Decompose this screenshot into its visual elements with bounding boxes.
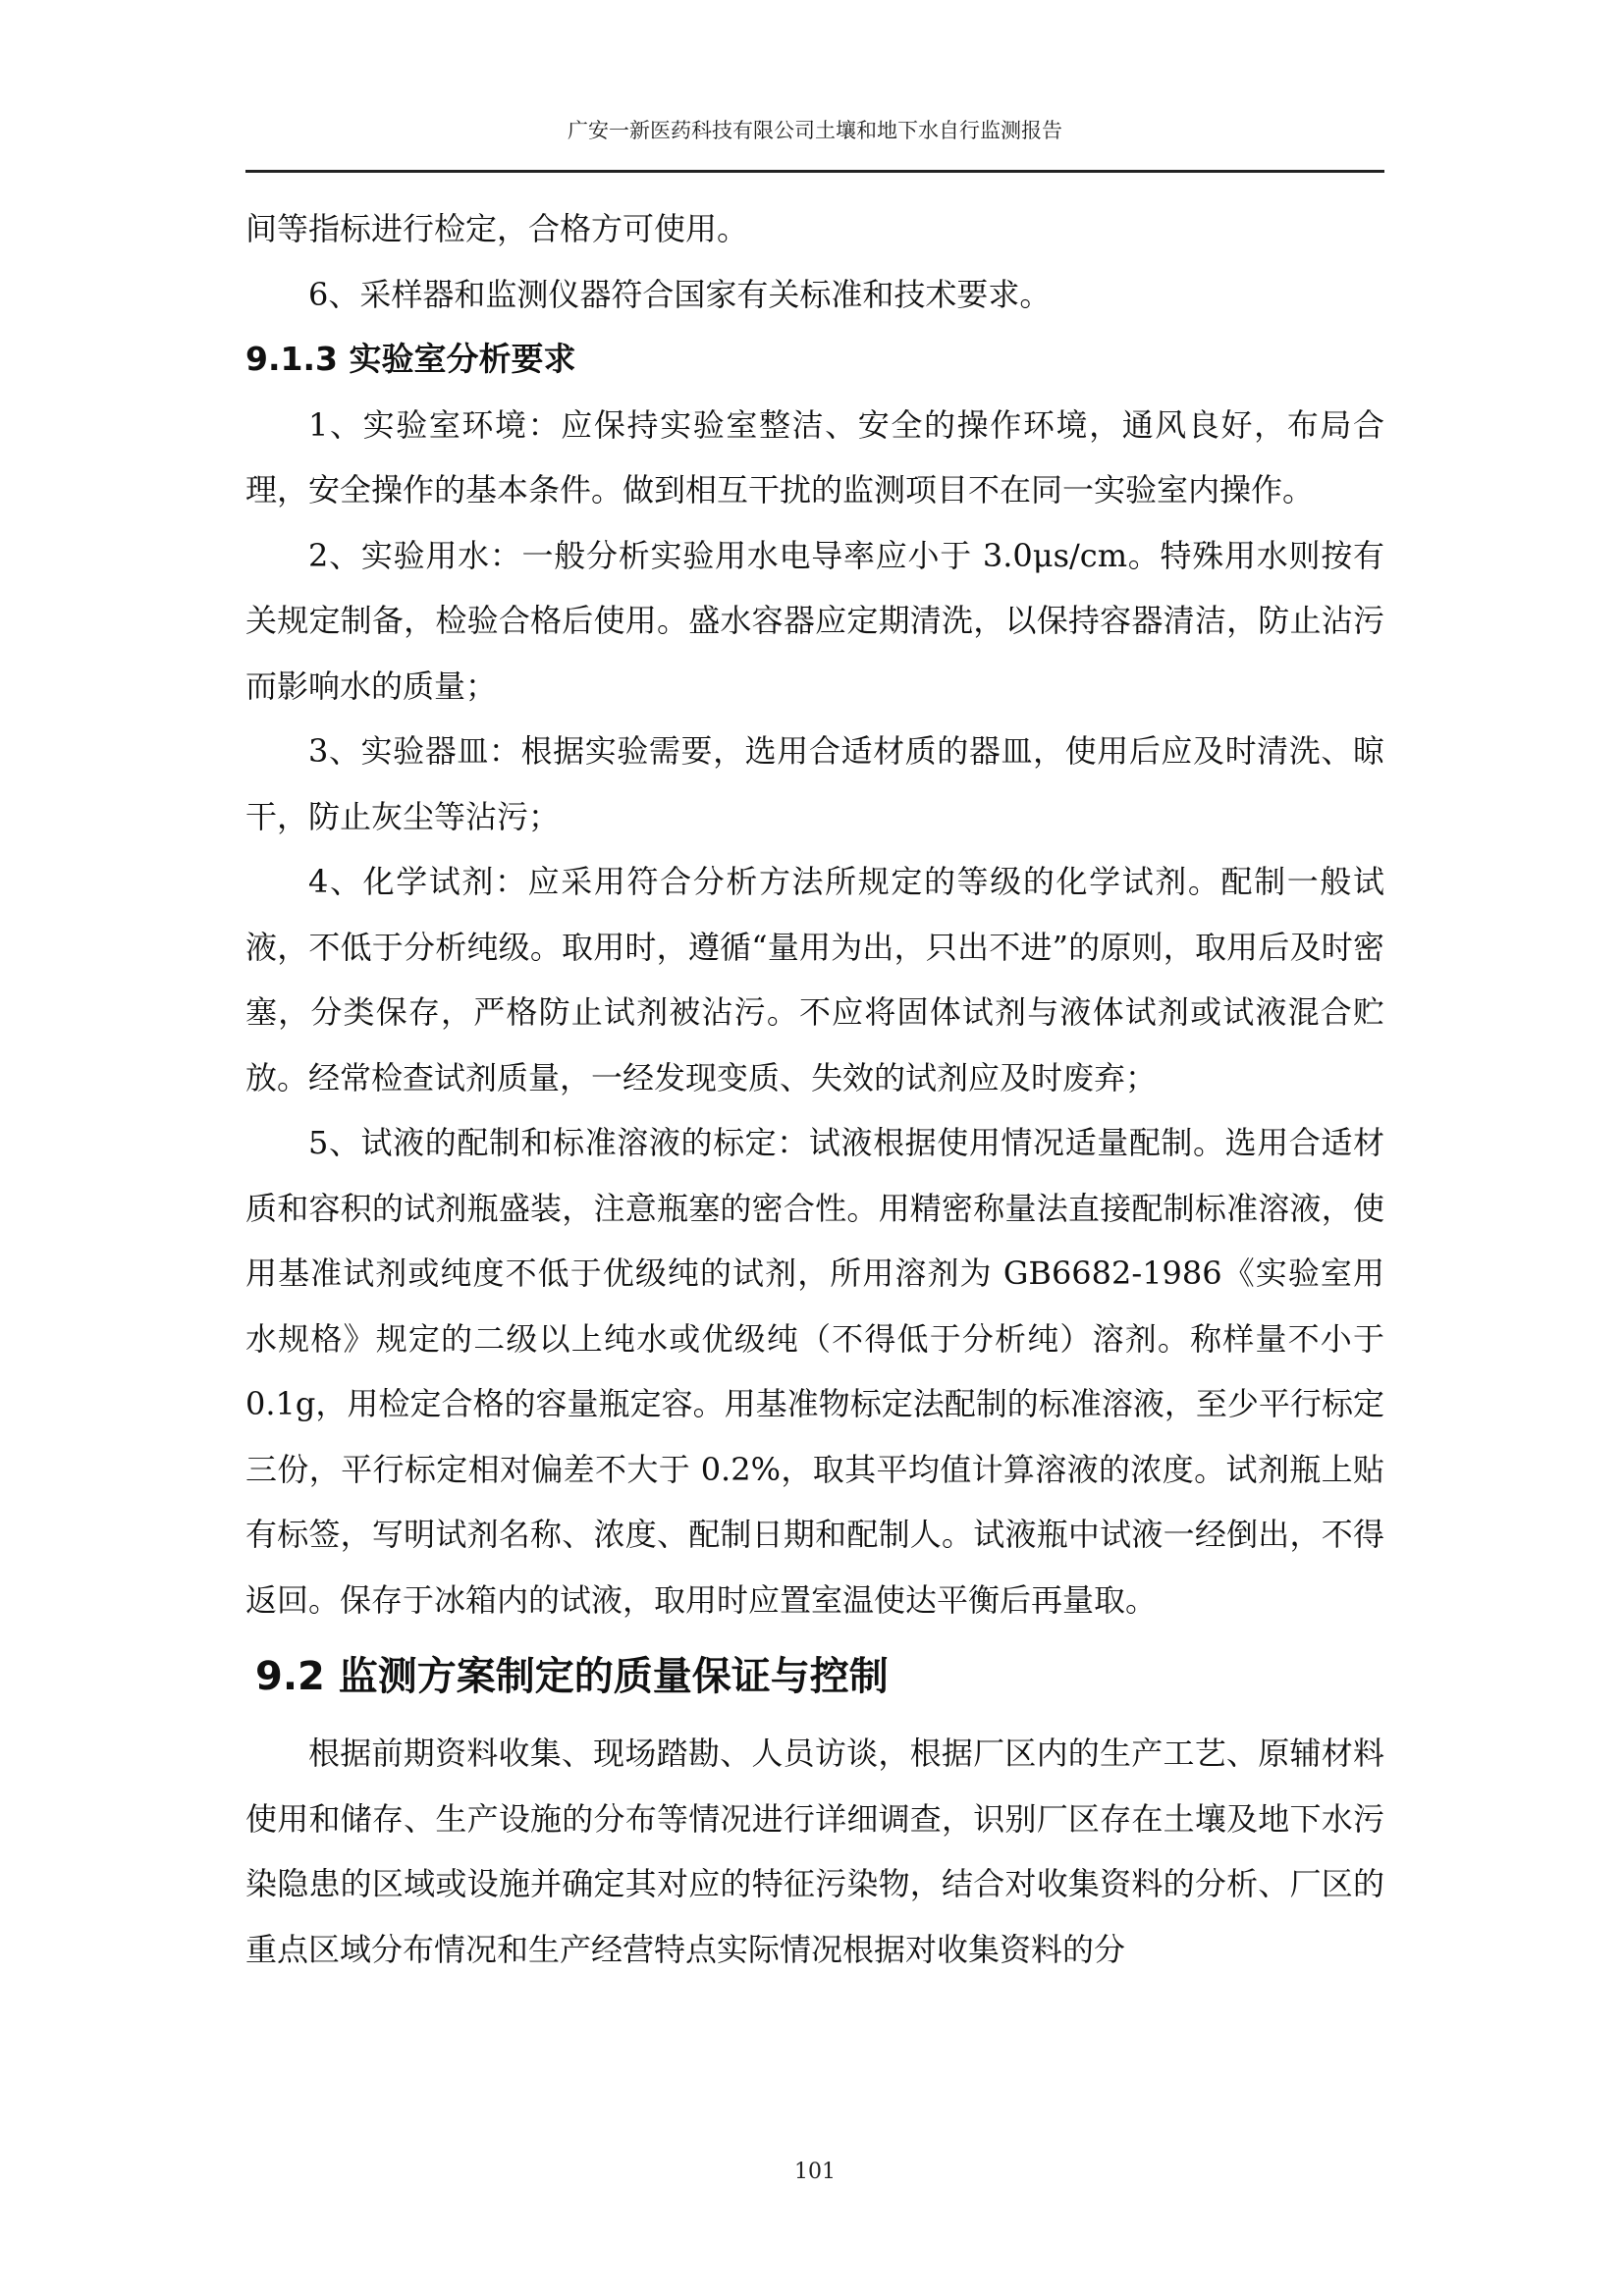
section-heading-9-1-3: 9.1.3 实验室分析要求 xyxy=(245,340,576,378)
paragraph-item-6: 6、采样器和监测仪器符合国家有关标准和技术要求。 xyxy=(308,275,1052,313)
paragraph-lab-environment: 1、实验室环境：应保持实验室整洁、安全的操作环境，通风良好，布局合理，安全操作的基本条件。做到相互干扰的监测项目不在同一实验室内操作。 xyxy=(245,405,1384,508)
page-header xyxy=(245,113,1384,173)
paragraph-continuation: 间等指标进行检定，合格方可使用。 xyxy=(245,210,749,247)
paragraph-solution-preparation: 5、试液的配制和标准溶液的标定：试液根据使用情况适量配制。选用合适材质和容积的试剂瓶盛装，注意瓶塞的密合性。用精密称量法直接配制标准溶液，使用基准试剂或纯度不低于优级纯的试剂，所用溶剂为 GB6682-1986《实验室用水规格》规定的二级以上纯水或优级纯（不得低于分析纯）溶剂。称样量不小于 0.1g，用检定合格的容量瓶定容。用基准物标定法配制的标准溶液，至少平行标定三份，平行标定相对偏差不大于 0.2%，取其平均值计算溶液的浓度。试剂瓶上贴有标签，写明试剂名称、浓度、配制日期和配制人。试液瓶中试液一经倒出，不得返回。保存于冰箱内的试液，取用时应置室温使达平衡后再量取。 xyxy=(245,1124,1384,1619)
page-number: 101 xyxy=(794,2160,836,2184)
paragraph-monitoring-plan: 根据前期资料收集、现场踏勘、人员访谈，根据厂区内的生产工艺、原辅材料使用和储存、生产设施的分布等情况进行详细调查，识别厂区存在土壤及地下水污染隐患的区域或设施并确定其对应的特征污染物，结合对收集资料的分析、厂区的重点区域分布情况和生产经营特点实际情况根据对收集资料的分 xyxy=(245,1735,1384,1968)
paragraph-lab-ware: 3、实验器皿：根据实验需要，选用合适材质的器皿，使用后应及时清洗、晾干，防止灰尘等沾污； xyxy=(245,732,1384,835)
report-title: 广安一新医药科技有限公司土壤和地下水自行监测报告 xyxy=(568,119,1062,142)
paragraph-lab-water: 2、实验用水：一般分析实验用水电导率应小于 3.0μs/cm。特殊用水则按有关规定制备，检验合格后使用。盛水容器应定期清洗，以保持容器清洁，防止沾污而影响水的质量； xyxy=(245,536,1384,705)
document-body xyxy=(245,196,1384,1982)
section-heading-9-2: 9.2 监测方案制定的质量保证与控制 xyxy=(255,1654,889,1699)
paragraph-chemical-reagent: 4、化学试剂：应采用符合分析方法所规定的等级的化学试剂。配制一般试液，不低于分析纯级。取用时，遵循“量用为出，只出不进”的原则，取用后及时密塞，分类保存，严格防止试剂被沾污。不应将固体试剂与液体试剂或试液混合贮放。经常检查试剂质量，一经发现变质、失效的试剂应及时废弃； xyxy=(245,863,1384,1096)
